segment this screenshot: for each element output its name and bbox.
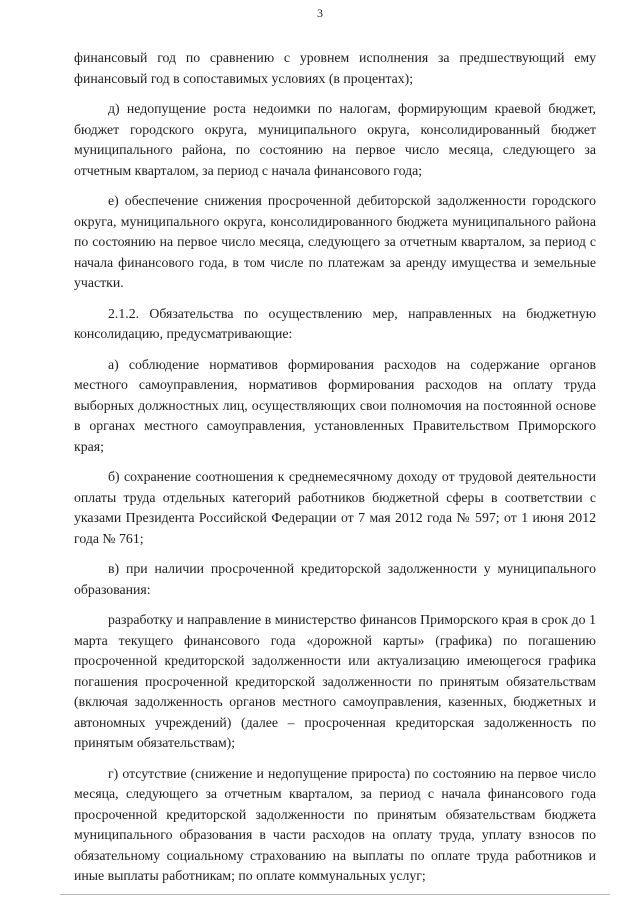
- paragraph-item-d: д) недопущение роста недоимки по налогам, формирующим краевой бюджет, бюджет городского округа, муниципального округа, консолидированный бюджет муниципального района, по состоянию на первое число месяца, следующего за отчетным кварталом, за период с начала финансового года;: [74, 101, 596, 178]
- paragraph-item-v-detail: разработку и направление в министерство финансов Приморского края в срок до 1 марта текущего финансового года «дорожной карты» (графика) по погашению просроченной кредиторской задолженности или актуализацию имеющегося графика погашения просроченной кредиторской задолженности по принятым обязательствам (включая задолженность органов местного самоуправления, казенных, бюджетных и автономных учреждений) (далее – просроченная кредиторская задолженность по принятым обязательствам);: [74, 612, 596, 750]
- paragraph-item-b: б) сохранение соотношения к среднемесячному доходу от трудовой деятельности оплаты труда отдельных категорий работников бюджетной сферы в соответствии с указами Президента Российской Федерации от 7 мая 2012 года № 597; от 1 июня 2012 года № 761;: [74, 469, 596, 546]
- paragraph-item-g: г) отсутствие (снижение и недопущение прироста) по состоянию на первое число месяца, следующего за отчетным кварталом, за период с начала финансового года просроченной кредиторской задолженности по принятым обязательствам бюджета муниципального образования в части расходов на оплату труда, уплату взносов по обязательному социальному страхованию на выплаты по оплате труда работников и иные выплаты работникам; по оплате коммунальных услуг;: [74, 765, 596, 883]
- paragraph-item-v: в) при наличии просроченной кредиторской задолженности у муниципального образования:: [74, 561, 596, 597]
- paragraph-continuation: финансовый год по сравнению с уровнем исполнения за предшествующий ему финансовый год в сопоставимых условиях (в процентах);: [74, 50, 596, 86]
- page-number: 3: [317, 6, 323, 20]
- page-bottom-rule: [60, 894, 610, 895]
- document-body: [74, 48, 596, 897]
- paragraph-section-2-1-2: 2.1.2. Обязательства по осуществлению мер, направленных на бюджетную консолидацию, предусматривающие:: [74, 305, 596, 341]
- paragraph-item-a: а) соблюдение нормативов формирования расходов на содержание органов местного самоуправления, нормативов формирования расходов на оплату труда выборных должностных лиц, осуществляющих свои полномочия на постоянной основе в органах местного самоуправления, установленных Правительством Приморского края;: [74, 356, 596, 454]
- paragraph-item-e: е) обеспечение снижения просроченной дебиторской задолженности городского округа, муниципального округа, консолидированного бюджета муниципального района по состоянию на первое число месяца, следующего за отчетным кварталом, за период с начала финансового года, в том числе по платежам за аренду имущества и земельные участки.: [74, 193, 596, 290]
